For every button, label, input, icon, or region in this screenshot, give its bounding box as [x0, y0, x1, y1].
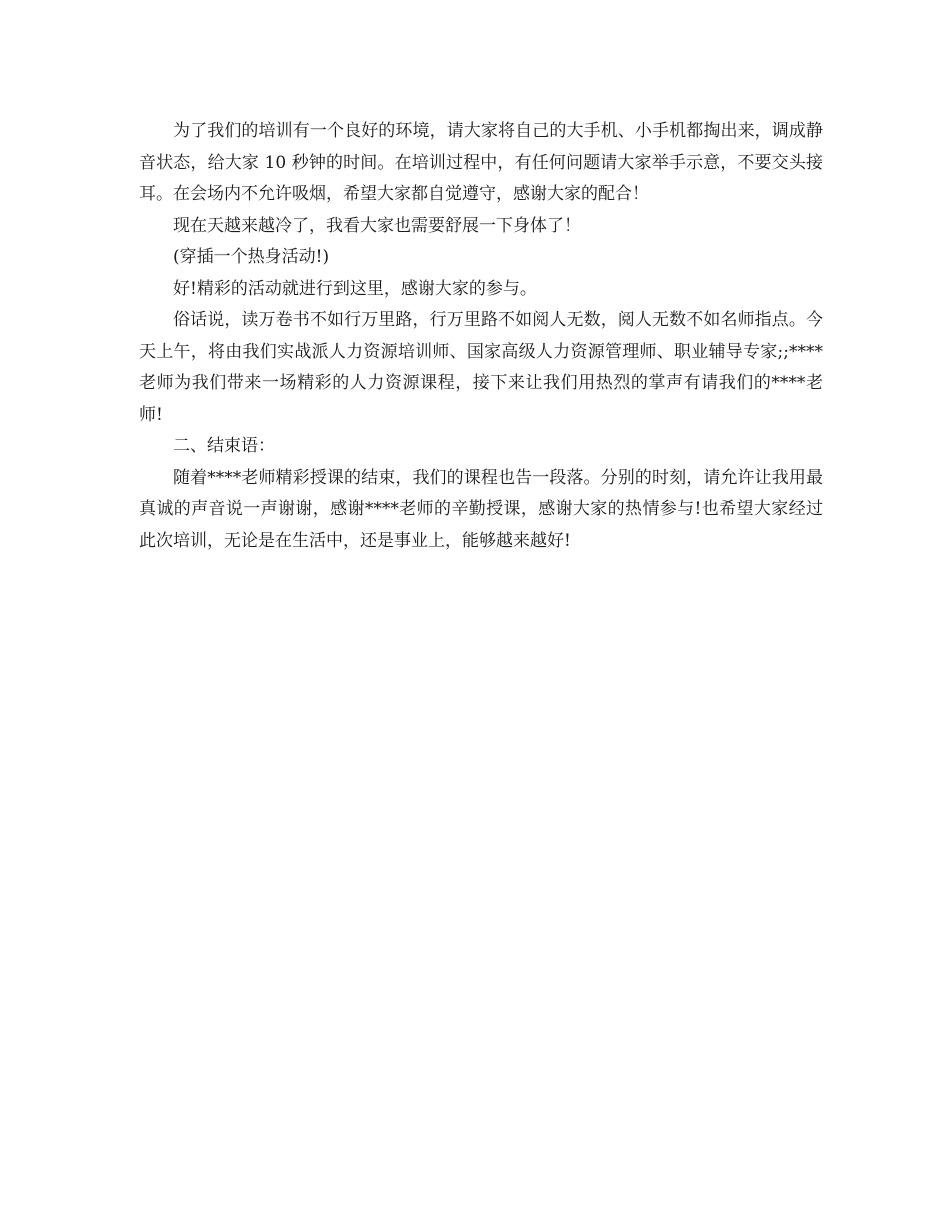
paragraph-opening-rules: 为了我们的培训有一个良好的环境，请大家将自己的大手机、小手机都掏出来，调成静音状态，给大家 10 秒钟的时间。在培训过程中，有任何问题请大家举手示意，不要交头接耳。在会场内不允许吸烟，希望大家都自觉遵守，感谢大家的配合！ [139, 121, 823, 204]
paragraph-stretch-intro: 现在天越来越冷了，我看大家也需要舒展一下身体了！ [173, 215, 581, 236]
section-heading-closing: 二、结束语： [173, 436, 275, 456]
paragraph-warmup-note: (穿插一个热身活动!) [173, 247, 330, 267]
paragraph-closing-remarks: 随着****老师精彩授课的结束，我们的课程也告一段落。分别的时刻，请允许让我用最真诚的声音说一声谢谢，感谢****老师的辛勤授课，感谢大家的热情参与!也希望大家经过此次培训，无论是在生活中，还是事业上，能够越来越好! [139, 467, 823, 551]
paragraph-warmup-thanks: 好!精彩的活动就进行到这里，感谢大家的参与。 [173, 278, 537, 299]
paragraph-teacher-intro: 俗话说，读万卷书不如行万里路，行万里路不如阅人无数，阅人无数不如名师指点。今天上午，将由我们实战派人力资源培训师、国家高级人力资源管理师、职业辅导专家;;****老师为我们带来一场精彩的人力资源课程，接下来让我们用热烈的掌声有请我们的****老师! [139, 310, 823, 425]
document-body [139, 116, 823, 557]
